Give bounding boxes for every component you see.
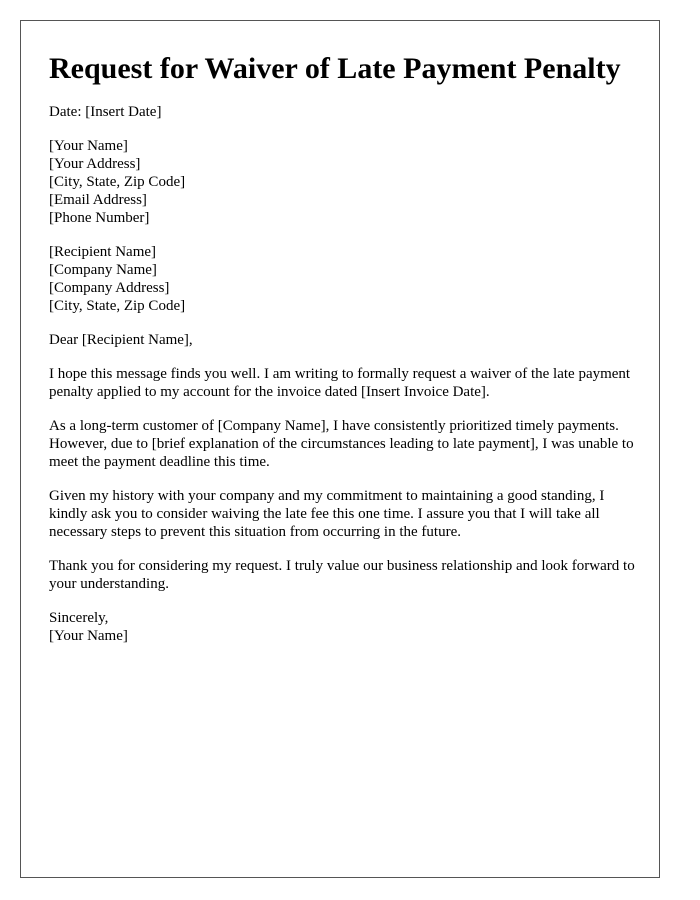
sender-email: [Email Address] <box>49 192 147 208</box>
recipient-city-state-zip: [City, State, Zip Code] <box>49 298 186 314</box>
letter-title: Request for Waiver of Late Payment Penalty <box>49 52 621 85</box>
date-line: Date: [Insert Date] <box>49 104 162 120</box>
closing: Sincerely, <box>49 610 109 626</box>
sender-address-block <box>49 137 639 227</box>
body-paragraph-1: I hope this message finds you well. I am writing to formally request a waiver of the late payment penalty applied to my account for the invoice dated [Insert Invoice Date]. <box>49 366 631 400</box>
sender-name: [Your Name] <box>49 138 128 154</box>
recipient-address-block <box>49 243 639 315</box>
closing-block <box>49 609 639 645</box>
recipient-company-address: [Company Address] <box>49 280 170 296</box>
sender-phone: [Phone Number] <box>49 210 150 226</box>
sender-city-state-zip: [City, State, Zip Code] <box>49 174 186 190</box>
recipient-company: [Company Name] <box>49 262 157 278</box>
body-paragraph-3: Given my history with your company and my commitment to maintaining a good standing, I kindly ask you to consider waiving the late fee this one time. I assure you that I will take all necessary steps to prevent this situation from occurring in the future. <box>49 488 605 540</box>
salutation: Dear [Recipient Name], <box>49 332 193 348</box>
sender-address: [Your Address] <box>49 156 141 172</box>
recipient-name: [Recipient Name] <box>49 244 157 260</box>
letter-content <box>49 51 639 661</box>
letter-page <box>20 20 660 878</box>
body-paragraph-4: Thank you for considering my request. I truly value our business relationship and look forward to your understanding. <box>49 558 635 592</box>
signature-name: [Your Name] <box>49 628 128 644</box>
body-paragraph-2: As a long-term customer of [Company Name], I have consistently prioritized timely payments. However, due to [brief explanation of the circumstances leading to late payment], I was unable to meet the payment deadline this time. <box>49 418 634 470</box>
